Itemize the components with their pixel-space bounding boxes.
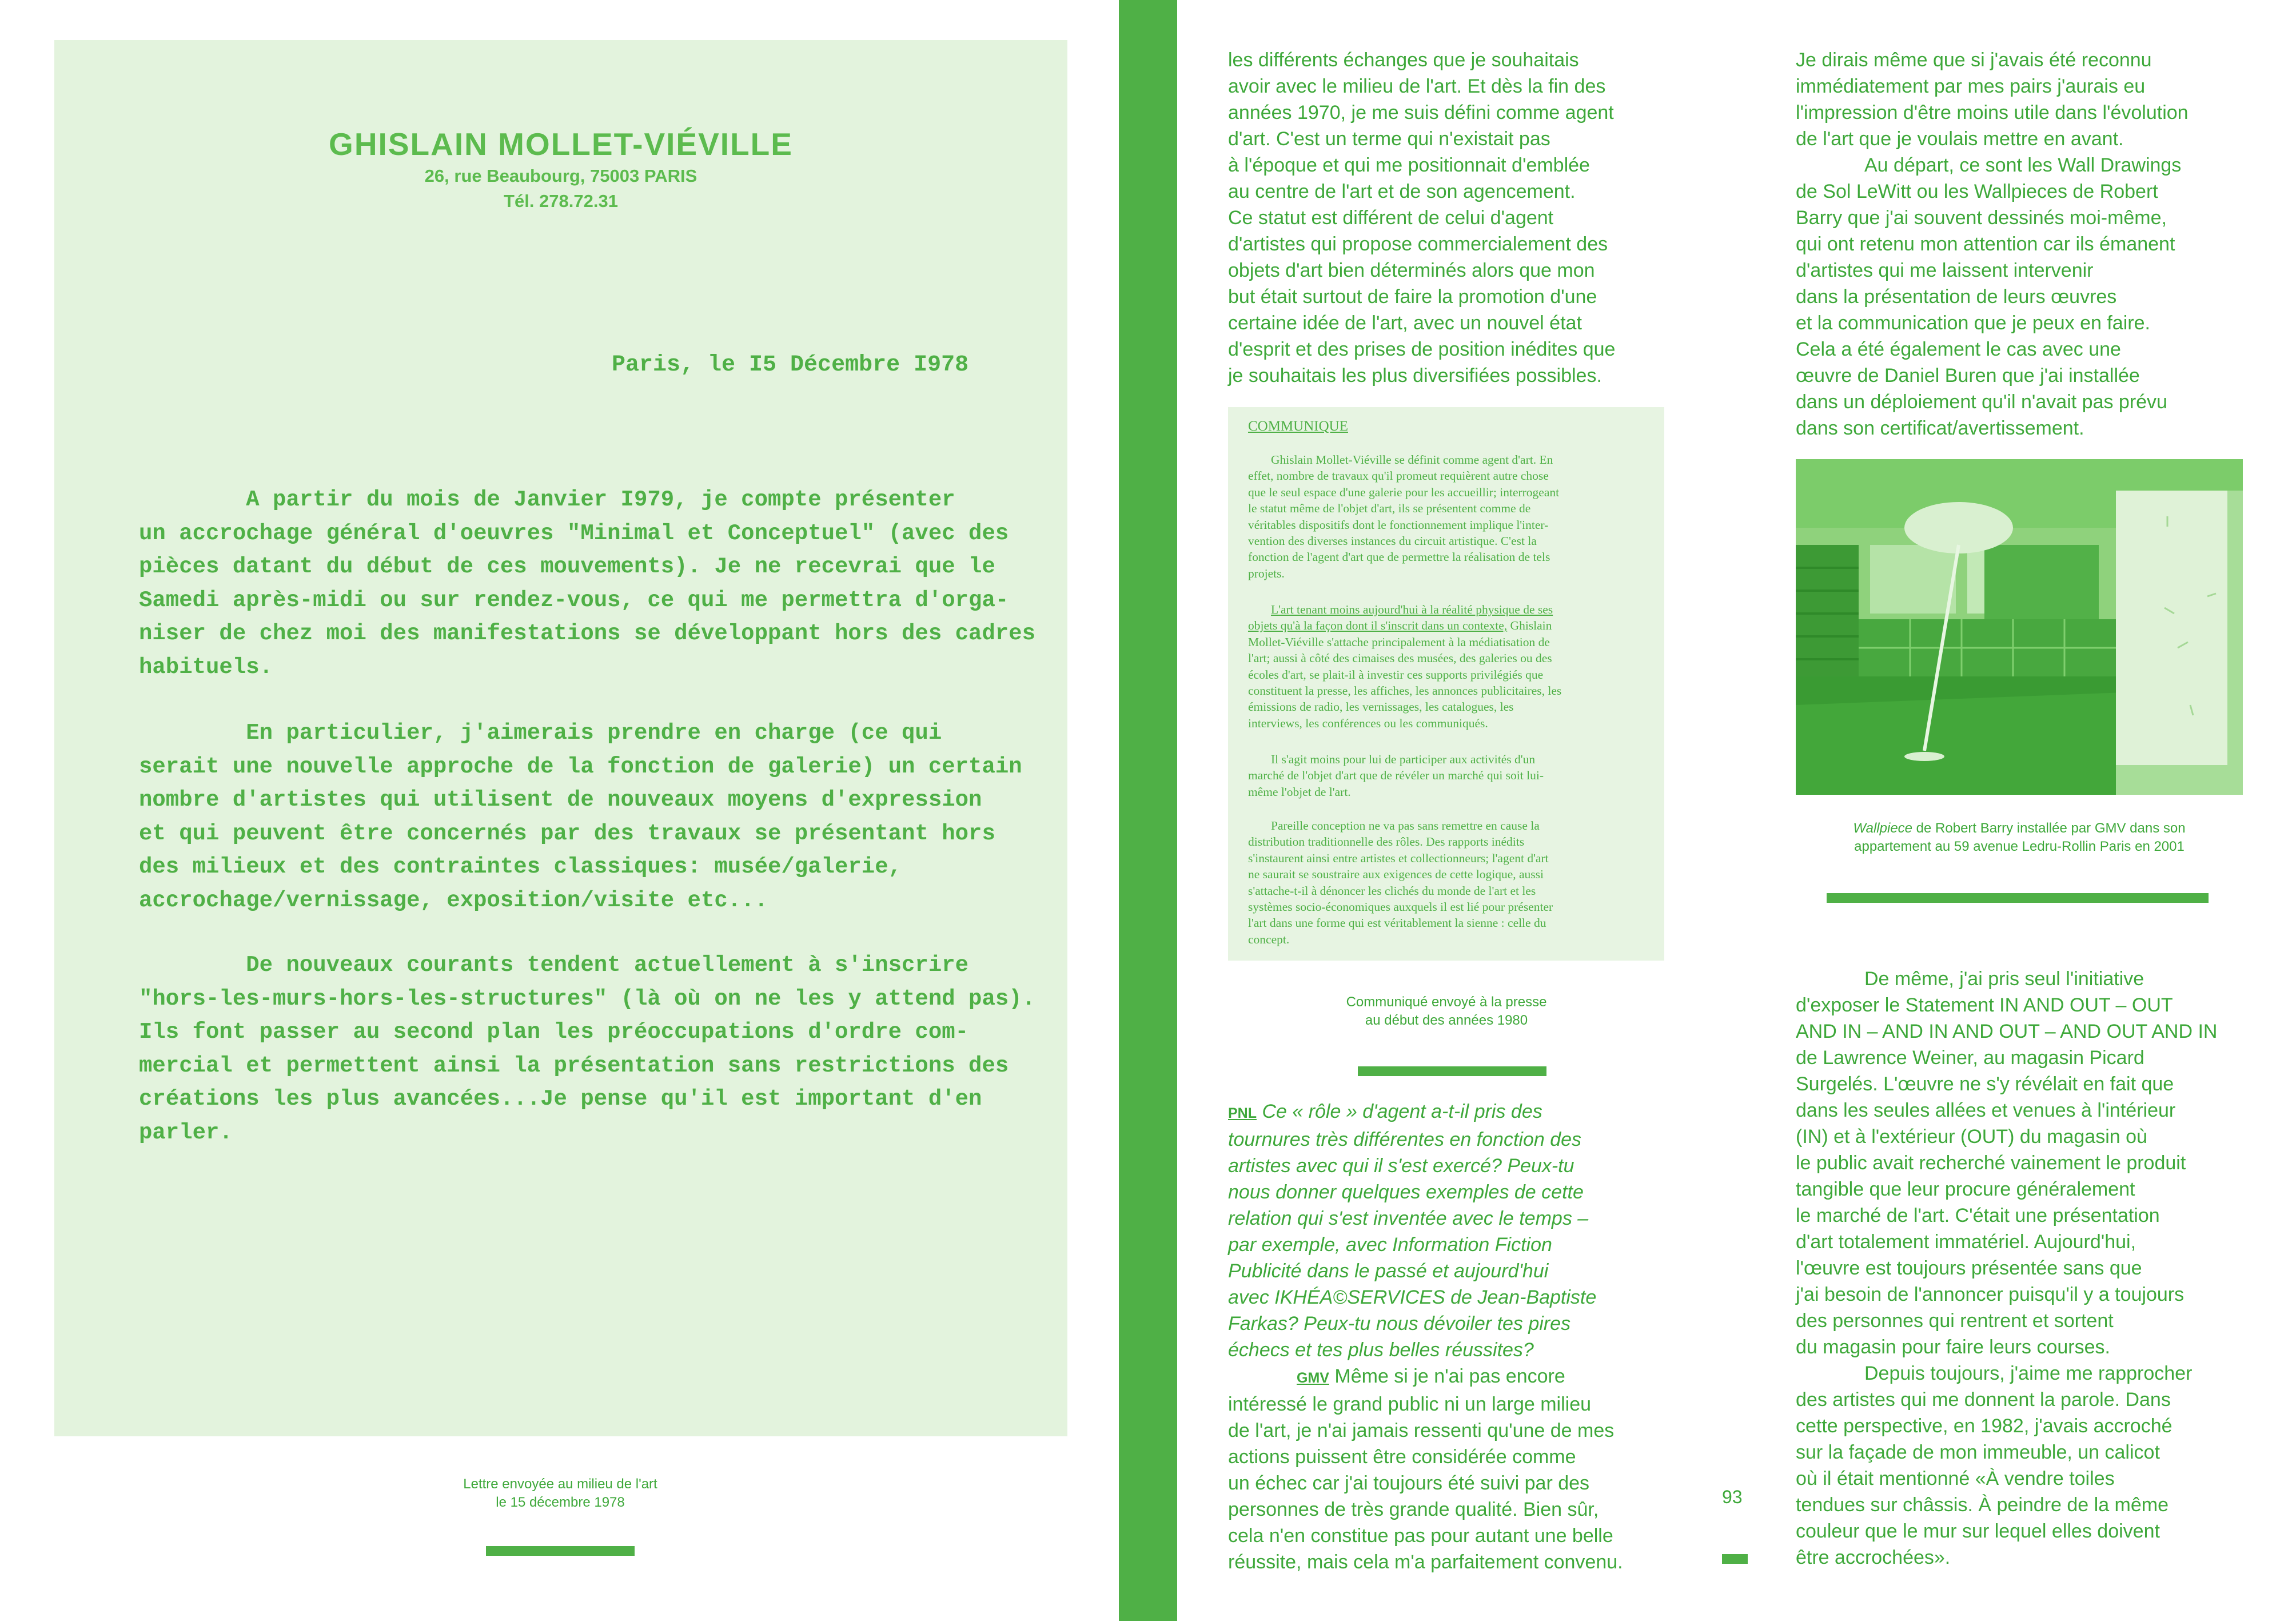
text-line: Ce statut est différent de celui d'agent	[1228, 207, 1554, 229]
communique-line: marché de l'objet d'art que de révéler un marché qui soit lui-	[1248, 768, 1544, 783]
question-line	[1228, 1098, 1680, 1126]
column-2-body	[1796, 966, 2253, 1571]
text-line: du magasin pour faire leurs courses.	[1796, 1336, 2110, 1358]
photo-caption-line-2: appartement au 59 avenue Ledru-Rollin Paris en 2001	[1854, 839, 2185, 854]
letter-caption-rule	[486, 1546, 635, 1556]
communique-line: même l'objet de l'art.	[1248, 784, 1351, 799]
letter-paragraph-1	[139, 483, 1111, 684]
text-line: d'esprit et des prises de position inédites que	[1228, 338, 1616, 360]
text-line: être accrochées».	[1796, 1547, 1951, 1568]
letter-line: parler.	[139, 1120, 233, 1145]
communique-line: émissions de radio, les vernissages, les catalogues, les	[1248, 700, 1514, 714]
text-line: qui ont retenu mon attention car ils émanent	[1796, 233, 2175, 255]
letter-date: Paris, le I5 Décembre I978	[612, 352, 969, 378]
question-line: nous donner quelques exemples de cette	[1228, 1181, 1584, 1203]
text-line: cette perspective, en 1982, j'avais accroché	[1796, 1415, 2173, 1437]
communique-line: écoles d'art, se plait-il à investir ces supports privilégiés que	[1248, 667, 1544, 682]
photo-caption-rule	[1827, 893, 2209, 903]
wallpiece-photo	[1796, 459, 2243, 795]
communique-paragraph-4	[1248, 818, 1648, 947]
letter-letterhead-address: 26, rue Beaubourg, 75003 PARIS	[424, 166, 697, 186]
question-line: relation qui s'est inventée avec le temps –	[1228, 1208, 1589, 1229]
letter-line: serait une nouvelle approche de la fonction de galerie) un certain	[139, 754, 1022, 779]
text-line: avoir avec le milieu de l'art. Et dès la fin des	[1228, 75, 1606, 97]
answer-text: Même si je n'ai pas encore	[1329, 1365, 1565, 1387]
letter-caption-line-1: Lettre envoyée au milieu de l'art	[463, 1476, 657, 1492]
letter-paragraph-2	[139, 716, 1111, 917]
communique-title: COMMUNIQUE	[1248, 419, 1348, 434]
letter-line: accrochage/vernissage, exposition/visite etc...	[139, 887, 768, 913]
communique-line: Ghislain Mollet-Viéville se définit comme agent d'art. En	[1271, 453, 1553, 467]
text-line: je souhaitais les plus diversifiées possibles.	[1228, 365, 1602, 387]
communique-paragraph-1	[1248, 452, 1648, 582]
text-line: tendues sur châssis. À peindre de la même	[1796, 1494, 2169, 1516]
communique-line: l'art dans une forme qui est véritablement la sienne : celle du	[1248, 916, 1546, 930]
communique-caption-line-2: au début des années 1980	[1365, 1013, 1528, 1028]
text-line: d'artistes qui propose commercialement des	[1228, 233, 1608, 255]
letter-scan	[54, 40, 1067, 1436]
page-number: 93	[1722, 1487, 1743, 1507]
communique-line: Pareille conception ne va pas sans remettre en cause la	[1271, 819, 1540, 833]
text-line: l'impression d'être moins utile dans l'évolution	[1796, 102, 2189, 124]
text-line: dans son certificat/avertissement.	[1796, 417, 2084, 439]
text-line: dans la présentation de leurs œuvres	[1796, 286, 2117, 308]
communique-paragraph-2	[1248, 602, 1648, 731]
text-line: Barry que j'ai souvent dessinés moi-même,	[1796, 207, 2167, 229]
letter-line: A partir du mois de Janvier I979, je compte présenter	[139, 487, 955, 512]
letter-paragraph-3	[139, 949, 1111, 1149]
communique-line: Mollet-Viéville s'attache principalement à la médiatisation de	[1248, 635, 1550, 649]
communique-line: fonction de l'agent d'art que de permettre la réalisation de tels	[1248, 550, 1550, 564]
letter-line: mercial et permettent ainsi la présentation sans restrictions des	[139, 1053, 1009, 1078]
letter-line: des milieux et des contraintes classiques: musée/galerie,	[139, 854, 902, 879]
page-number-rule	[1722, 1554, 1748, 1564]
letter-line: un accrochage général d'oeuvres "Minimal et Conceptuel" (avec des	[139, 520, 1009, 546]
text-line: le public avait recherché vainement le produit	[1796, 1152, 2186, 1174]
text-line: d'artistes qui me laissent intervenir	[1796, 260, 2094, 281]
column-2-intro	[1796, 47, 2253, 441]
letter-caption-line-2: le 15 décembre 1978	[496, 1495, 625, 1510]
photo-caption-title: Wallpiece	[1853, 821, 1913, 836]
column-1-intro	[1228, 47, 1674, 389]
text-line: Cela a été également le cas avec une	[1796, 338, 2121, 360]
text-line: dans les seules allées et venues à l'intérieur	[1796, 1100, 2176, 1121]
text-line: les différents échanges que je souhaitais	[1228, 49, 1579, 71]
answer-line	[1228, 1363, 1680, 1391]
answer-line: intéressé le grand public ni un large milieu	[1228, 1393, 1592, 1415]
text-line: sur la façade de mon immeuble, un calicot	[1796, 1441, 2160, 1463]
answer-line: actions puissent être considérée comme	[1228, 1446, 1576, 1468]
text-line: au centre de l'art et de son agencement.	[1228, 181, 1576, 202]
text-line: Je dirais même que si j'avais été reconnu	[1796, 49, 2152, 71]
text-line: des artistes qui me donnent la parole. Dans	[1796, 1389, 2171, 1411]
text-line: dans un déploiement qu'il n'avait pas prévu	[1796, 391, 2167, 413]
communique-line: s'attache-t-il à dénoncer les clichés du monde de l'art et les	[1248, 883, 1536, 898]
text-line: j'ai besoin de l'annoncer puisqu'il y a toujours	[1796, 1284, 2185, 1305]
letter-letterhead-phone: Tél. 278.72.31	[504, 191, 618, 211]
communique-line: interviews, les conférences ou les communiqués.	[1248, 716, 1488, 730]
text-line: Au départ, ce sont les Wall Drawings	[1864, 154, 2182, 176]
text-line: d'art totalement immatériel. Aujourd'hui,	[1796, 1231, 2136, 1253]
text-line: d'exposer le Statement IN AND OUT – OUT	[1796, 994, 2173, 1016]
communique-line: L'art tenant moins aujourd'hui à la réalité physique de ses	[1271, 603, 1553, 616]
answer-line: de l'art, je n'ai jamais ressenti qu'une de mes	[1228, 1420, 1615, 1441]
text-line: œuvre de Daniel Buren que j'ai installée	[1796, 365, 2140, 387]
text-line: (IN) et à l'extérieur (OUT) du magasin où	[1796, 1126, 2147, 1148]
communique-line: ne saurait se soustraire aux exigences de cette logique, aussi	[1248, 867, 1544, 882]
communique-caption-rule	[1358, 1066, 1546, 1076]
text-line: où il était mentionné «À vendre toiles	[1796, 1468, 2115, 1489]
letter-line: De nouveaux courants tendent actuellement à s'inscrire	[139, 953, 969, 978]
communique-line: Il s'agit moins pour lui de participer aux activités d'un	[1271, 752, 1536, 766]
text-line: couleur que le mur sur lequel elles doivent	[1796, 1520, 2160, 1542]
answer-line: cela n'en constitue pas pour autant une belle	[1228, 1525, 1613, 1547]
letter-line: nombre d'artistes qui utilisent de nouveaux moyens d'expression	[139, 787, 982, 813]
communique-line: distribution traditionnelle des rôles. Des rapports inédits	[1248, 835, 1525, 849]
question-line: avec IKHÉA©SERVICES de Jean-Baptiste	[1228, 1287, 1597, 1308]
question-line: Publicité dans le passé et aujourd'hui	[1228, 1260, 1549, 1282]
text-line: De même, j'ai pris seul l'initiative	[1864, 968, 2144, 990]
communique-caption-line-1: Communiqué envoyé à la presse	[1346, 994, 1547, 1010]
text-line: Surgelés. L'œuvre ne s'y révélait en fait que	[1796, 1073, 2174, 1095]
answer-line: personnes de très grande qualité. Bien sûr,	[1228, 1499, 1599, 1520]
pnl-label: PNL	[1228, 1105, 1257, 1121]
gmv-label: GMV	[1297, 1370, 1329, 1386]
communique-line: objets qu'à la façon dont il s'inscrit dans un contexte,	[1248, 619, 1508, 633]
letter-line: créations les plus avancées...Je pense qu'il est important d'en	[139, 1086, 982, 1112]
communique-paragraph-3	[1248, 751, 1648, 800]
photo-caption-line-1	[1796, 819, 2243, 837]
text-line: à l'époque et qui me positionnait d'emblée	[1228, 154, 1590, 176]
communique-line: que le seul espace d'une galerie pour les accueillir; interrogeant	[1248, 485, 1560, 499]
letter-line: habituels.	[139, 654, 273, 680]
text-line: des personnes qui rentrent et sortent	[1796, 1310, 2114, 1332]
text-line: Depuis toujours, j'aime me rapprocher	[1864, 1363, 2193, 1384]
letter-line: Ils font passer au second plan les préoccupations d'ordre com-	[139, 1019, 969, 1045]
communique-line: Ghislain	[1507, 619, 1552, 633]
letter-line: En particulier, j'aimerais prendre en charge (ce qui	[139, 720, 942, 746]
communique-scan	[1228, 407, 1664, 961]
text-line: immédiatement par mes pairs j'aurais eu	[1796, 75, 2146, 97]
communique-line: l'art; aussi à côté des cimaises des musées, des galeries ou des	[1248, 651, 1552, 666]
letter-line: pièces datant du début de ces mouvements). Je ne recevrai que le	[139, 554, 995, 579]
wallpiece-photo-illustration	[1796, 459, 2243, 795]
communique-line: projets.	[1248, 566, 1285, 580]
question-line: tournures très différentes en fonction des	[1228, 1129, 1582, 1150]
communique-line: le statut même de l'objet d'art, ils se présentent comme de	[1248, 501, 1531, 516]
communique-line: effet, nombre de travaux qu'il promeut requièrent autre chose	[1248, 469, 1549, 483]
text-line: de Sol LeWitt ou les Wallpieces de Robert	[1796, 181, 2158, 202]
communique-line: vention des diverses instances du circuit artistique. C'est la	[1248, 534, 1537, 548]
question-line: Farkas? Peux-tu nous dévoiler tes pires	[1228, 1313, 1571, 1335]
communique-line: systèmes socio-économiques auxquels il est lié pour présenter	[1248, 900, 1553, 914]
text-line: le marché de l'art. C'était une présentation	[1796, 1205, 2160, 1226]
answer-line: réussite, mais cela m'a parfaitement convenu.	[1228, 1551, 1623, 1573]
text-line: d'art. C'est un terme qui n'existait pas	[1228, 128, 1550, 150]
text-line: AND IN – AND IN AND OUT – AND OUT AND IN	[1796, 1021, 2218, 1042]
answer-line: un échec car j'ai toujours été suivi par des	[1228, 1472, 1590, 1494]
communique-line: concept.	[1248, 932, 1290, 946]
text-line: et la communication que je peux en faire.	[1796, 312, 2150, 334]
text-line: de l'art que je voulais mettre en avant.	[1796, 128, 2124, 150]
letter-letterhead-name: GHISLAIN MOLLET-VIÉVILLE	[329, 126, 793, 162]
text-line: objets d'art bien déterminés alors que mon	[1228, 260, 1595, 281]
text-line: de Lawrence Weiner, au magasin Picard	[1796, 1047, 2144, 1069]
spine-band	[1119, 0, 1177, 1621]
photo-caption-text: de Robert Barry installée par GMV dans son	[1912, 821, 2186, 836]
text-line: certaine idée de l'art, avec un nouvel état	[1228, 312, 1582, 334]
interview	[1228, 1098, 1680, 1575]
question-text: Ce « rôle » d'agent a-t-il pris des	[1257, 1101, 1542, 1122]
text-line: tangible que leur procure généralement	[1796, 1178, 2135, 1200]
text-line: années 1970, je me suis défini comme agent	[1228, 102, 1614, 124]
letter-line: "hors-les-murs-hors-les-structures" (là où on ne les y attend pas).	[139, 986, 1036, 1011]
communique-line: véritables dispositifs dont le fonctionnement implique l'inter-	[1248, 517, 1549, 532]
communique-line: constituent la presse, les affiches, les annonces publicitaires, les	[1248, 684, 1562, 698]
question-line: par exemple, avec Information Fiction	[1228, 1234, 1552, 1256]
text-line: l'œuvre est toujours présentée sans que	[1796, 1257, 2142, 1279]
communique-line: s'instaurent ainsi entre artistes et collectionneurs; l'agent d'art	[1248, 851, 1549, 865]
text-line: but était surtout de faire la promotion d'une	[1228, 286, 1597, 308]
letter-line: Samedi après-midi ou sur rendez-vous, ce qui me permettra d'orga-	[139, 587, 1009, 613]
question-line: artistes avec qui il s'est exercé? Peux-tu	[1228, 1155, 1574, 1177]
question-line: échecs et tes plus belles réussites?	[1228, 1339, 1534, 1361]
letter-line: niser de chez moi des manifestations se développant hors des cadres	[139, 621, 1036, 646]
letter-line: et qui peuvent être concernés par des travaux se présentant hors	[139, 821, 995, 846]
